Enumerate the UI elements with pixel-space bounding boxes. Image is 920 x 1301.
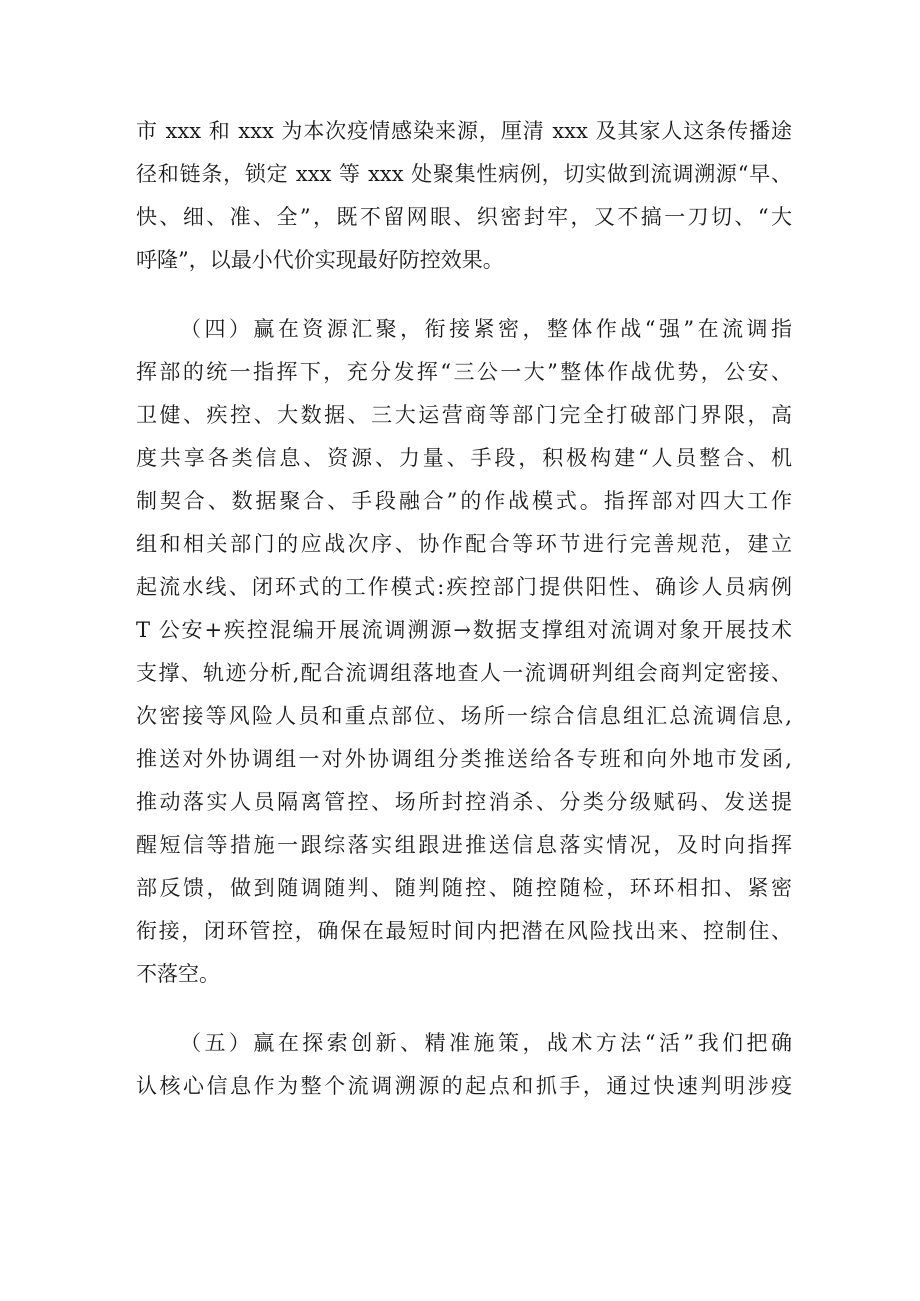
paragraph-1-line-4: 呼隆”，以最小代价实现最好防控效果。 xyxy=(136,248,504,272)
paragraph-2-line-14: 部反馈，做到随调随判、随判随控、随控随检，环环相扣、紧密 xyxy=(136,876,792,900)
paragraph-3-line-1: （五）赢在探索创新、精准施策，战术方法“活”我们把确 xyxy=(180,1031,792,1055)
paragraph-2-line-3: 卫健、疾控、大数据、三大运营商等部门完全打破部门界限，高 xyxy=(136,403,792,427)
paragraph-2-line-5: 制契合、数据聚合、手段融合”的作战模式。指挥部对四大工作 xyxy=(136,489,792,513)
paragraph-1-line-3: 快、细、准、全”，既不留网眼、织密封牢，又不搞一刀切、“大 xyxy=(136,205,792,229)
paragraph-2-line-10: 次密接等风险人员和重点部位、场所一综合信息组汇总流调信息, xyxy=(136,704,792,728)
paragraph-1-line-1: 市 xxx 和 xxx 为本次疫情感染来源，厘清 xxx 及其家人这条传播途 xyxy=(136,119,792,143)
paragraph-2-line-16: 不落空。 xyxy=(136,962,220,986)
paragraph-2-line-4: 度共享各类信息、资源、力量、手段，积极构建“人员整合、机 xyxy=(136,446,792,470)
paragraph-2-line-12: 推动落实人员隔离管控、场所封控消杀、分类分级赋码、发送提 xyxy=(136,790,792,814)
paragraph-2-line-15: 衔接，闭环管控，确保在最短时间内把潜在风险找出来、控制住、 xyxy=(136,919,792,943)
paragraph-2-line-7: 起流水线、闭环式的工作模式:疾控部门提供阳性、确诊人员病例 xyxy=(136,575,792,599)
paragraph-2-line-9: 支撑、轨迹分析,配合流调组落地查人一流调研判组会商判定密接、 xyxy=(136,661,792,685)
paragraph-1-line-2: 径和链条，锁定 xxx 等 xxx 处聚集性病例，切实做到流调溯源“早、 xyxy=(136,162,792,186)
paragraph-3-line-2: 认核心信息作为整个流调溯源的起点和抓手，通过快速判明涉疫 xyxy=(136,1074,792,1098)
paragraph-2-line-13: 醒短信等措施一跟综落实组跟进推送信息落实情况，及时向指挥 xyxy=(136,833,792,857)
paragraph-2-line-6: 组和相关部门的应战次序、协作配合等环节进行完善规范，建立 xyxy=(136,532,792,556)
paragraph-2-line-2: 挥部的统一指挥下，充分发挥“三公一大”整体作战优势，公安、 xyxy=(136,360,792,384)
paragraph-2-line-11: 推送对外协调组一对外协调组分类推送给各专班和向外地市发函, xyxy=(136,747,792,771)
paragraph-2-line-8: T 公安+疾控混编开展流调溯源→数据支撑组对流调对象开展技术 xyxy=(136,618,792,642)
paragraph-2-line-1: （四）赢在资源汇聚，衔接紧密，整体作战“强”在流调指 xyxy=(180,317,792,341)
